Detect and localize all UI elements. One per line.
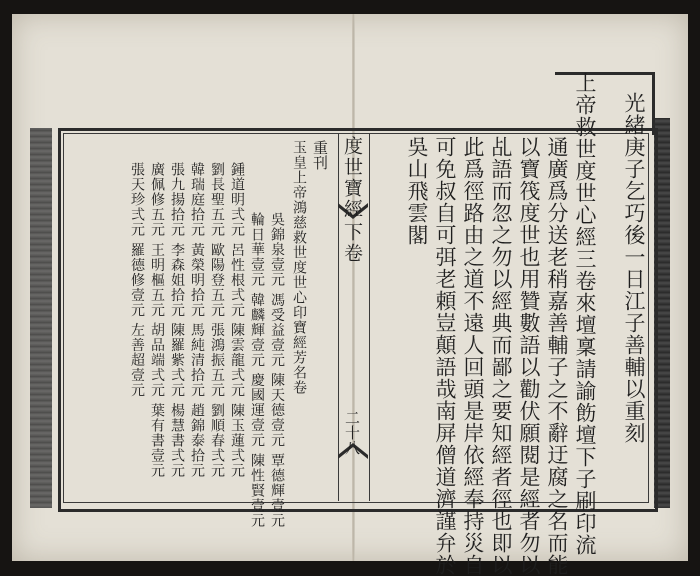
main-text-line-4: 以寶筏度世也用贊數語以勸伏願閱是經者勿以	[517, 136, 541, 576]
donor-title: 玉皇上帝鴻慈救世度世心印寶經芳名卷	[291, 140, 307, 395]
main-text-line-8: 吳山飛雲閣	[405, 136, 429, 246]
book-title: 度世寶經	[341, 136, 363, 220]
donor-column: 輪日華壹元 韓麟輝壹元 慶國運壹元 陳性賢壹元	[249, 212, 265, 529]
page-number: 二十八	[343, 410, 361, 455]
main-text-line-1: 光緒庚子乞巧後一日江子善輔以重刻	[622, 92, 646, 444]
volume-label: 下卷	[341, 222, 363, 264]
main-text-line-7: 可免叔自可弭老頼豈顛語哉南屏僧道濟謹弁於	[433, 136, 457, 576]
donor-column: 韓瑞庭拾元 黃榮明拾元 馬純清拾元 趙錦泰拾元	[189, 162, 205, 479]
left-border-band	[30, 128, 52, 508]
donor-column: 劉長聖五元 歐陽登五元 張鴻振五元 劉順春弍元	[209, 162, 225, 479]
donor-column: 廣佩修五元 王明樞五元 胡品端弍元 葉有書壹元	[149, 162, 165, 479]
donor-header: 重刊	[311, 140, 329, 170]
main-text-line-3: 通廣爲分送老稍嘉善輔子之不辭迂腐之名而能	[545, 136, 569, 576]
donor-column: 吳錦泉壹元 馮受益壹元 陳天德壹元 覃德輝壹元	[269, 212, 285, 529]
main-text-line-5: 乩語而忽之勿以經典而鄙之要知經者徑也即以	[489, 136, 513, 576]
donor-column: 鍾道明弍元 呂性根弍元 陳雲龍弍元 陳玉蓮弍元	[229, 162, 245, 479]
donor-column: 張九揚拾元 李森姐拾元 陳羅紫弍元 楊慧書弍元	[169, 162, 185, 479]
donor-column: 張天珍弍元 羅德修壹元 左善超壹元	[129, 162, 145, 398]
main-text-line-6: 此爲徑路由之道不遠人回頭是岸依經奉持災自	[461, 136, 485, 576]
main-text-line-2: 上帝救世度世心經三卷來壇稟請諭飭壇下子刷印流	[573, 72, 597, 556]
